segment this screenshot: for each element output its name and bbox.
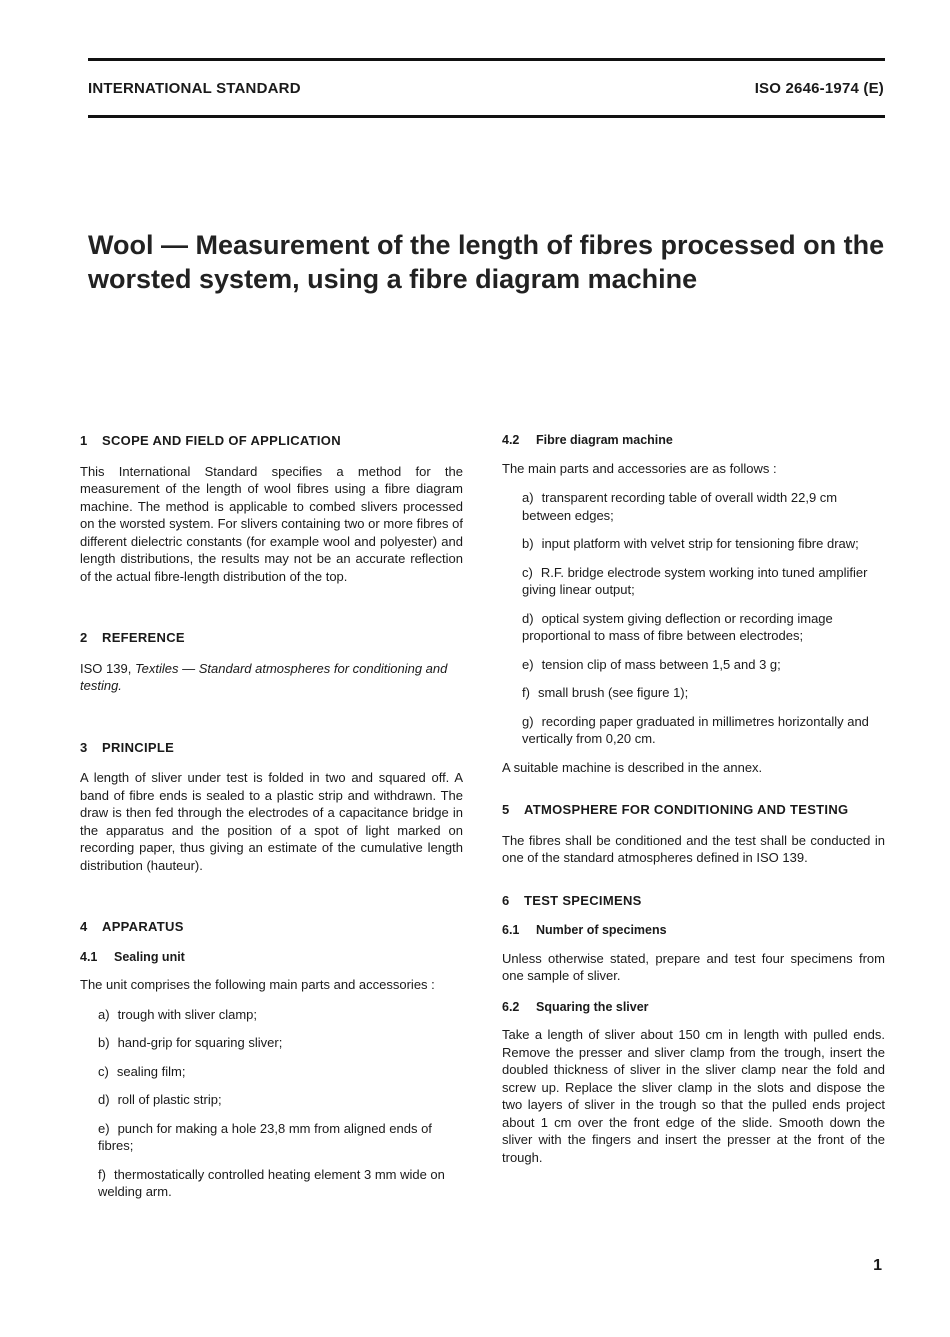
machine-note: A suitable machine is described in the annex. <box>502 759 763 775</box>
left-column <box>80 432 463 1212</box>
subsection-title: Squaring the sliver <box>536 999 649 1014</box>
header-document-id: ISO 2646-1974 (E) <box>754 80 884 97</box>
reference-paragraph <box>80 660 463 695</box>
section-title: PRINCIPLE <box>102 739 175 755</box>
list-item: f) thermostatically controlled heating element 3 mm wide on welding arm. <box>98 1166 445 1199</box>
section-heading <box>80 629 463 647</box>
specimens-paragraph: Unless otherwise stated, prepare and test four specimens from one sample of sliver. <box>502 950 885 983</box>
section-title: ATMOSPHERE FOR CONDITIONING AND TESTING <box>524 802 849 817</box>
section-heading <box>80 432 463 450</box>
section-heading <box>80 918 463 936</box>
list-item: f) small brush (see figure 1); <box>522 685 689 700</box>
list-item: e) punch for making a hole 23,8 mm from aligned ends of fibres; <box>98 1120 432 1153</box>
list-item: b) hand-grip for squaring sliver; <box>98 1035 283 1050</box>
section-number: 5 <box>502 802 510 817</box>
subsection-number: 4.2 <box>502 433 520 447</box>
subsection-heading <box>502 432 885 450</box>
subsection-number: 6.2 <box>502 999 520 1014</box>
page-number: 1 <box>873 1257 882 1274</box>
section-number: 3 <box>80 739 88 755</box>
section-number: 2 <box>80 630 88 645</box>
list-item: c) sealing film; <box>98 1063 186 1079</box>
list-item: d) roll of plastic strip; <box>98 1092 222 1107</box>
subsection-heading <box>502 922 885 940</box>
section-heading <box>80 739 463 757</box>
section-number: 1 <box>80 433 88 448</box>
section-title: SCOPE AND FIELD OF APPLICATION <box>102 433 341 448</box>
header-standard-label: INTERNATIONAL STANDARD <box>88 80 301 97</box>
section-number: 4 <box>80 919 88 934</box>
squaring-paragraph: Take a length of sliver about 150 cm in length with pulled ends. Remove the presser and sliver clamp from the trough, insert the doubled thickness of sliver in the sliver clamp near the fold and screw up. Replace the sliver clamp in the slots and dispose the two layers of sliver in the trough so that the pulled ends project about 1 cm over the front edge of the slide. Smooth down the sliver with the fingers and insert the presser at the front of the trough. <box>502 1027 885 1165</box>
subsection-heading <box>502 999 885 1017</box>
machine-intro: The main parts and accessories are as follows : <box>502 460 777 476</box>
list-item: b) input platform with velvet strip for tensioning fibre draw; <box>522 536 859 551</box>
subsection-title: Fibre diagram machine <box>536 433 673 447</box>
principle-paragraph: A length of sliver under test is folded in two and squared off. A band of fibre ends is sealed to a plastic strip and withdrawn. The draw is then fed through the electrodes of a capacitance bridge in the apparatus and the position of a spot of light marked on recording paper, thus giving an estimate of the cumulative length distribution (hauteur). <box>80 770 463 873</box>
section-title: TEST SPECIMENS <box>524 892 642 908</box>
atmosphere-paragraph: The fibres shall be conditioned and the test shall be conducted in one of the standard atmospheres defined in ISO 139. <box>502 832 885 865</box>
list-item: c) R.F. bridge electrode system working into tuned amplifier giving linear output; <box>522 564 868 597</box>
header-rule-top <box>88 58 885 61</box>
right-column <box>502 432 885 1166</box>
subsection-title: Number of specimens <box>536 923 667 937</box>
section-heading <box>502 892 885 910</box>
list-item: g) recording paper graduated in millimetres horizontally and vertically from 0,20 cm. <box>522 713 869 746</box>
list-item: a) trough with sliver clamp; <box>98 1006 258 1022</box>
subsection-title: Sealing unit <box>114 949 185 964</box>
subsection-heading <box>80 949 463 967</box>
reference-title: Textiles — Standard atmospheres for conditioning and testing. <box>80 660 448 693</box>
section-number: 6 <box>502 892 510 908</box>
section-heading <box>502 801 885 819</box>
list-item: a) transparent recording table of overall width 22,9 cm between edges; <box>522 490 838 523</box>
section-title: REFERENCE <box>102 630 185 645</box>
header-rule-bottom <box>88 115 885 118</box>
reference-number: ISO 139, <box>80 660 132 676</box>
section-title: APPARATUS <box>102 919 184 934</box>
sealing-unit-intro: The unit comprises the following main parts and accessories : <box>80 977 435 992</box>
document-title: Wool — Measurement of the length of fibres processed on the worsted system, using a fibre diagram machine <box>88 230 885 294</box>
subsection-number: 4.1 <box>80 949 98 964</box>
scope-paragraph: This International Standard specifies a method for the measurement of the length of wool fibres using a fibre diagram machine. The method is applicable to combed slivers processed on the worsted system. For slivers containing two or more fibres of different dielectric constants (for example wool and polyester) and length distributions, the results may not be an accurate reflection of the actual fibre-length distribution of the top. <box>80 463 463 584</box>
list-item: e) tension clip of mass between 1,5 and 3 g; <box>522 656 781 672</box>
subsection-number: 6.1 <box>502 923 520 937</box>
list-item: d) optical system giving deflection or recording image proportional to mass of fibre between electrodes; <box>522 610 833 643</box>
